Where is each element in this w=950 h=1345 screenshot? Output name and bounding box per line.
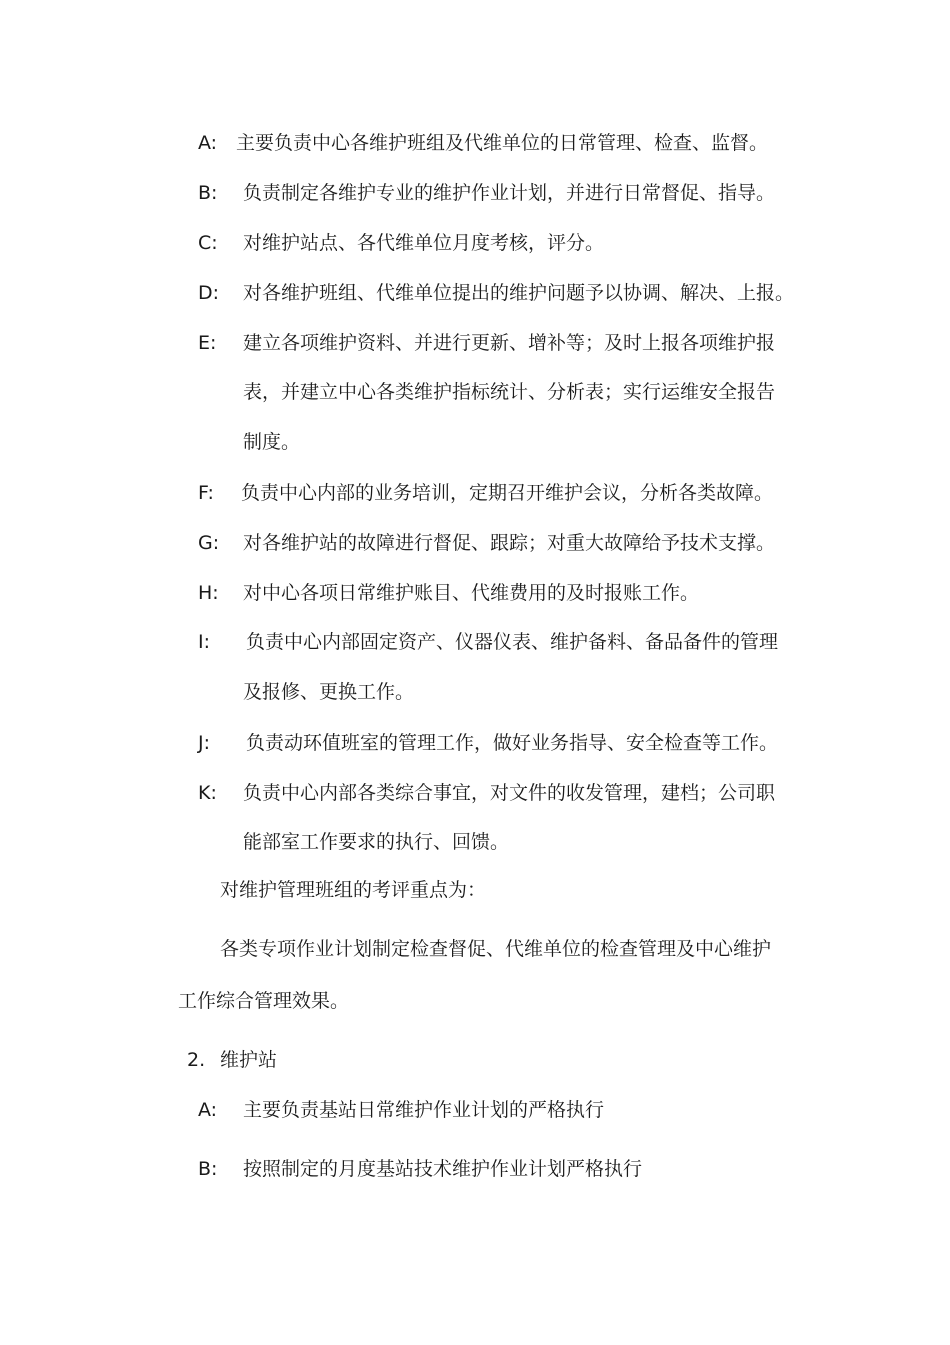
item-label: A: [198,1099,218,1121]
item-text: 负责中心内部的业务培训，定期召开维护会议，分析各类故障。 [241,482,774,504]
item-text: 能部室工作要求的执行、回馈。 [243,831,510,853]
document-page: A: 主要负责中心各维护班组及代维单位的日常管理、检查、监督。 B: 负责制定各维护专业的维护作业计划，并进行日常督促、指导。 C: 对维护站点、各代维单位月度考核，评分。 D: 对各维护班组、代维单位提出的维护问题予以协调、解决、上报。 E: 建立各项维护资料、并进行更新、增补等；及时上报各项维护报 表，并建立中心各类维护指标统计、分析表；实行运维安全报告 制度。 F: 负责中心内部的业务培训，定期召开维护会议，分析各类故障。 G: 对各维护站的故障进行督促、跟踪；对重大故障给予技术支撑。 H: 对中心各项日常维护账目、代维费用的及时报账工作。 I: 负责中心内部固定资产、仪器仪表、维护备料、备品备件的管理 及报修、更换工作。 J: 负责动环值班室的管理工作，做好业务指导、安全检查等工作。 K: 负责中心内部各类综合事宜，对文件的收发管理，建档；公司职 能部室工作要求的执行、回馈。 对维护管理班组的考评重点为： 各类专项作业计划制定检查督促、代维单位的检查管理及中心维护 工作综合管理效果。 2. 维护站 A: 主要负责基站日常维护作业计划的严格执行 B: 按照制定的月度基站技术维护作业计划严格执行 [178,132,795,1180]
item-text: 表，并建立中心各类维护指标统计、分析表；实行运维安全报告 [243,381,776,403]
item-label: D: [198,282,220,304]
item-label: A: [198,132,218,154]
item-text: 负责制定各维护专业的维护作业计划，并进行日常督促、指导。 [243,182,776,204]
item-text: 对中心各项日常维护账目、代维费用的及时报账工作。 [243,582,700,604]
item-label: I: [198,631,211,653]
item-text: 建立各项维护资料、并进行更新、增补等；及时上报各项维护报 [243,332,776,354]
item-text: 按照制定的月度基站技术维护作业计划严格执行 [243,1158,643,1180]
item-label: C: [198,232,218,254]
item-label: B: [198,1158,218,1180]
item-text: 对各维护站的故障进行督促、跟踪；对重大故障给予技术支撑。 [243,532,776,554]
item-label: H: [198,582,219,604]
item-label: J: [198,732,211,754]
item-text: 及报修、更换工作。 [243,681,415,703]
item-text: 负责动环值班室的管理工作，做好业务指导、安全检查等工作。 [246,732,779,754]
item-label: B: [198,182,218,204]
item-text: 制度。 [243,431,301,453]
item-text: 负责中心内部固定资产、仪器仪表、维护备料、备品备件的管理 [246,631,779,653]
item-label: E: [198,332,217,354]
section-title: 维护站 [220,1049,278,1071]
item-label: F: [198,482,214,504]
item-text: 主要负责基站日常维护作业计划的严格执行 [243,1099,605,1121]
item-text: 对各维护班组、代维单位提出的维护问题予以协调、解决、上报。 [243,282,795,304]
item-label: G: [198,532,220,554]
item-text: 对维护站点、各代维单位月度考核，评分。 [243,232,605,254]
item-text: 负责中心内部各类综合事宜，对文件的收发管理，建档；公司职 [243,782,776,804]
item-text: 主要负责中心各维护班组及代维单位的日常管理、检查、监督。 [236,132,769,154]
item-label: K: [198,782,217,804]
section-number: 2. [187,1049,206,1071]
